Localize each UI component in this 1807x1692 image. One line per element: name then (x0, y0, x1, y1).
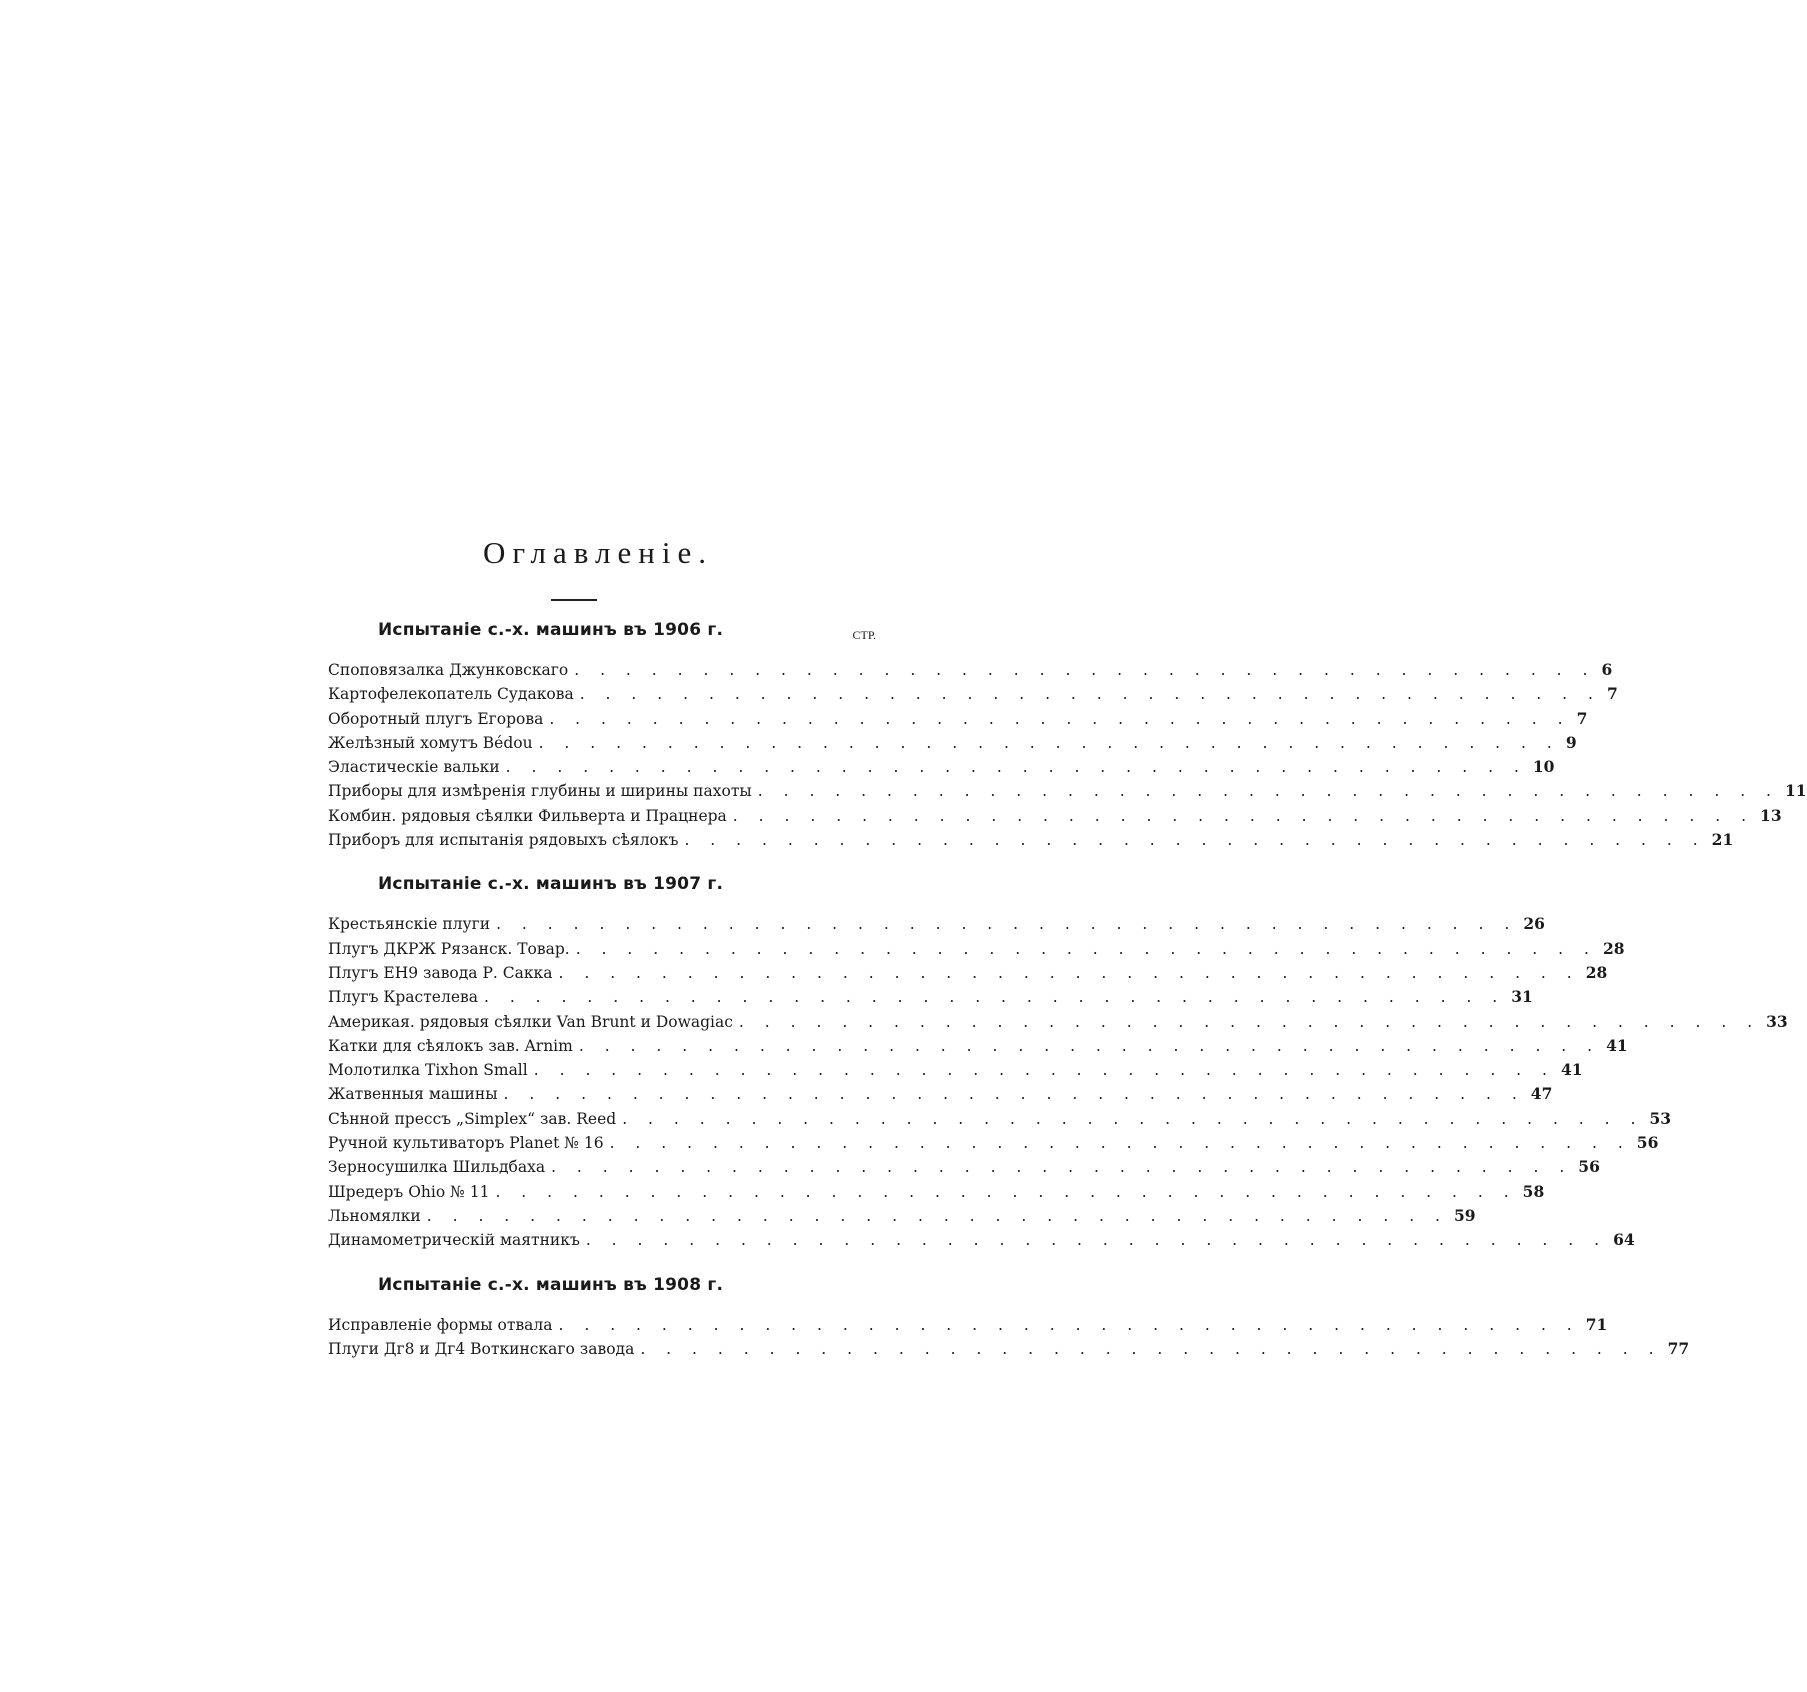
dot-leader: . . . . . . . . . . . . . . . . . . . . . . . . . . . . . . . . . . . . . . . . (551, 1158, 1573, 1177)
toc-entry-title: Сѣнной прессъ „Simplex“ зав. Reed (328, 1109, 617, 1128)
toc-entry[interactable] (328, 804, 1782, 828)
section-heading-row (328, 1275, 870, 1301)
toc-entry-title: Шредеръ Ohio № 11 (328, 1182, 490, 1201)
table-of-contents (328, 620, 1807, 1361)
toc-entry[interactable] (328, 1180, 1545, 1204)
toc-entry-page-number: 41 (1560, 1060, 1583, 1080)
toc-entry-title: Ручной культиваторъ Planet № 16 (328, 1134, 604, 1153)
dot-leader: . . . . . . . . . . . . . . . . . . . . . . . . . . . . . . . . . . . . . . . . (622, 1109, 1644, 1128)
toc-entry[interactable] (328, 1034, 1628, 1058)
toc-entry-title: Катки для сѣялокъ зав. Arnim (328, 1036, 573, 1055)
toc-entry-title: Молотилка Tixhon Small (328, 1061, 528, 1080)
dot-leader: . . . . . . . . . . . . . . . . . . . . . . . . . . . . . . . . . . . . . . . . (732, 806, 1755, 825)
dot-leader: . . . . . . . . . . . . . . . . . . . . . . . . . . . . . . . . . . . . . . . . (496, 915, 1518, 934)
toc-entry[interactable] (328, 1204, 1476, 1228)
dot-leader: . . . . . . . . . . . . . . . . . . . . . . . . . . . . . . . . . . . . . . . . (558, 1315, 1580, 1334)
toc-entry-page-number: 13 (1760, 805, 1782, 825)
toc-entry-title: Эластическіе вальки (328, 758, 500, 777)
toc-entry-page-number: 47 (1530, 1084, 1553, 1104)
toc-entry[interactable] (328, 961, 1608, 985)
toc-entry-title: Льномялки (328, 1206, 421, 1225)
dot-leader: . . . . . . . . . . . . . . . . . . . . . . . . . . . . . . . . . . . . . . . . (609, 1134, 1631, 1153)
dot-leader: . . . . . . . . . . . . . . . . . . . . . . . . . . . . . . . . . . . . . . . . (538, 733, 1560, 752)
toc-entry-page-number: 58 (1522, 1181, 1545, 1201)
toc-entry-page-number: 21 (1711, 830, 1734, 850)
toc-entry-page-number: 28 (1602, 938, 1625, 958)
toc-entry[interactable] (328, 1228, 1635, 1252)
toc-entry-title: Споповязалка Джунковскаго (328, 661, 569, 679)
toc-entry-page-number: 56 (1578, 1157, 1600, 1177)
toc-entry[interactable] (328, 1082, 1553, 1106)
page-title: Оглавленіе. (483, 535, 713, 570)
toc-entry-page-number: 11 (1784, 781, 1807, 801)
toc-entry-page-number: 41 (1606, 1035, 1628, 1055)
dot-leader: . . . . . . . . . . . . . . . . . . . . . . . . . . . . . . . . . . . . . . . . (738, 1012, 1761, 1031)
toc-entry-title: Плуги Дг8 и Дг4 Воткинскаго завода (328, 1339, 635, 1358)
toc-entry-title: Плугъ ДКРЖ Рязанск. Товар. (328, 939, 570, 958)
toc-entry[interactable] (328, 1131, 1659, 1155)
toc-entry-page-number: 56 (1636, 1133, 1659, 1153)
toc-entry-page-number: 71 (1585, 1314, 1608, 1334)
page-column-label: СТР. (852, 628, 876, 642)
section-heading-row (328, 874, 870, 900)
dot-leader: . . . . . . . . . . . . . . . . . . . . . . . . . . . . . . . . . . . . . . . . (495, 1182, 1517, 1201)
toc-entry[interactable] (328, 828, 1734, 852)
toc-entry[interactable] (328, 779, 1807, 803)
toc-entry[interactable] (328, 1313, 1608, 1337)
toc-entry[interactable] (328, 731, 1577, 755)
dot-leader: . . . . . . . . . . . . . . . . . . . . . . . . . . . . . . . . . . . . . . . . (549, 709, 1571, 728)
dot-leader: . . . . . . . . . . . . . . . . . . . . . . . . . . . . . . . . . . . . . . . . (684, 831, 1706, 850)
dot-leader: . . . . . . . . . . . . . . . . . . . . . . . . . . . . . . . . . . . . . . . . (533, 1061, 1555, 1080)
dot-leader: . . . . . . . . . . . . . . . . . . . . . . . . . . . . . . . . . . . . . . . . (426, 1206, 1448, 1225)
toc-entry-page-number: 7 (1606, 684, 1618, 704)
toc-entry[interactable] (328, 707, 1588, 731)
toc-entry-title: Оборотный плугъ Егорова (328, 709, 544, 728)
dot-leader: . . . . . . . . . . . . . . . . . . . . . . . . . . . . . . . . . . . . . . . . (640, 1339, 1662, 1358)
toc-entry-page-number: 53 (1649, 1108, 1672, 1128)
toc-entry[interactable] (328, 1155, 1600, 1179)
dot-leader: . . . . . . . . . . . . . . . . . . . . . . . . . . . . . . . . . . . . . . . . (574, 661, 1596, 679)
section-heading: Испытаніе с.-х. машинъ въ 1908 г. (378, 1274, 724, 1295)
toc-entry[interactable] (328, 755, 1555, 779)
toc-entry-title: Америкая. рядовыя сѣялки Van Brunt и Dowagiac (328, 1012, 733, 1031)
toc-entry[interactable] (328, 912, 1545, 936)
toc-entry-title: Крестьянскіе плуги (328, 915, 491, 934)
title-divider (551, 599, 597, 601)
dot-leader: . . . . . . . . . . . . . . . . . . . . . . . . . . . . . . . . . . . . . . . . (757, 782, 1779, 801)
toc-entry-title: Приборы для измѣренія глубины и ширины пахоты (328, 782, 752, 801)
toc-entry-title: Плугъ EH9 завода Р. Сакка (328, 963, 553, 982)
toc-entry-title: Исправленіе формы отвала (328, 1315, 553, 1334)
toc-entry-title: Зерносушилка Шильдбаха (328, 1158, 546, 1177)
toc-entry-page-number: 7 (1576, 708, 1588, 728)
toc-entry[interactable] (328, 1107, 1672, 1131)
toc-entry-page-number: 9 (1565, 732, 1577, 752)
toc-entry-title: Динамометрическій маятникъ (328, 1231, 580, 1250)
dot-leader: . . . . . . . . . . . . . . . . . . . . . . . . . . . . . . . . . . . . . . . . (505, 758, 1527, 777)
section-heading: Испытаніе с.-х. машинъ въ 1907 г. (378, 874, 724, 895)
toc-entry-page-number: 64 (1613, 1230, 1635, 1250)
dot-leader: . . . . . . . . . . . . . . . . . . . . . . . . . . . . . . . . . . . . . . . . (579, 685, 1601, 704)
toc-entry-page-number: 77 (1667, 1338, 1690, 1358)
toc-entry-title: Картофелекопатель Судакова (328, 685, 574, 704)
toc-entry[interactable] (328, 985, 1533, 1009)
section-gap (328, 852, 870, 874)
section-heading: Испытаніе с.-х. машинъ въ 1906 г. (378, 620, 724, 640)
toc-entry[interactable] (328, 1337, 1690, 1361)
toc-entry-page-number: 33 (1766, 1011, 1788, 1031)
dot-leader: . . . . . . . . . . . . . . . . . . . . . . . . . . . . . . . . . . . . . . . . (585, 1231, 1608, 1250)
dot-leader: . . . . . . . . . . . . . . . . . . . . . . . . . . . . . . . . . . . . . . . . (503, 1085, 1525, 1104)
dot-leader: . . . . . . . . . . . . . . . . . . . . . . . . . . . . . . . . . . . . . . . . (558, 963, 1580, 982)
toc-entry-page-number: 26 (1523, 914, 1545, 934)
toc-entry-page-number: 6 (1601, 660, 1613, 679)
toc-entry-title: Желѣзный хомутъ Bédou (328, 733, 533, 752)
toc-entry-title: Плугъ Крастелева (328, 988, 478, 1007)
section-gap (328, 1253, 870, 1275)
toc-entry-page-number: 28 (1585, 962, 1608, 982)
toc-entry-title: Приборъ для испытанія рядовыхъ сѣялокъ (328, 831, 679, 850)
toc-entry[interactable] (328, 658, 1613, 682)
dot-leader: . . . . . . . . . . . . . . . . . . . . . . . . . . . . . . . . . . . . . . . . (578, 1036, 1601, 1055)
toc-entry-page-number: 31 (1511, 987, 1533, 1007)
dot-leader: . . . . . . . . . . . . . . . . . . . . . . . . . . . . . . . . . . . . . . . . (575, 939, 1597, 958)
dot-leader: . . . . . . . . . . . . . . . . . . . . . . . . . . . . . . . . . . . . . . . . (483, 988, 1506, 1007)
toc-entry-page-number: 10 (1532, 757, 1555, 777)
toc-entry-page-number: 59 (1453, 1205, 1476, 1225)
toc-entry-title: Жатвенныя машины (328, 1085, 498, 1104)
toc-entry[interactable] (328, 1010, 1788, 1034)
toc-entry[interactable] (328, 682, 1618, 706)
toc-entry[interactable] (328, 1058, 1583, 1082)
toc-entry-title: Комбин. рядовыя сѣялки Фильверта и Працнера (328, 806, 727, 825)
toc-entry[interactable] (328, 937, 1625, 961)
section-heading-row (328, 620, 876, 646)
